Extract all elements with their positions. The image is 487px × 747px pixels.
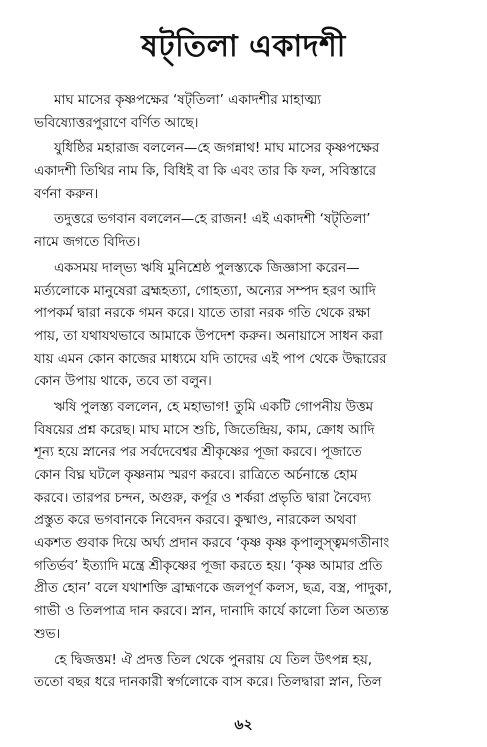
- text-line: প্রীত হোন’ বলে যথাশক্তি ব্রাহ্মণকে জলপূর্ণ কলস, ছত্র, বস্ত্র, পাদুকা,: [34, 581, 392, 597]
- paragraph-1: [34, 90, 464, 135]
- text-line: শুভ।: [34, 626, 61, 642]
- text-line: ভবিষ্যোত্তরপুরাণে বর্ণিত আছে।: [34, 115, 199, 131]
- text-line: করবে। তারপর চন্দন, অগুরু, কর্পূর ও শর্করা প্রভৃতি দ্বারা নৈবেদ্য: [34, 490, 371, 506]
- text-line: ততো বছর ধরে দানকারী স্বর্গলোকে বাস করে। তিলদ্বারা স্নান, তিল: [34, 675, 382, 691]
- paragraph-3: [34, 209, 464, 254]
- text-line: একশত গুবাক দিয়ে অর্ঘ্য প্রদান করবে ‘কৃষ্ণ কৃষ্ণ কৃপালুস্ত্বমগতীনাং: [34, 536, 390, 552]
- text-line: মর্ত্যলোকে মানুষেরা ব্রহ্মহত্যা, গোহত্যা, অন্যের সম্পদ হরণ আদি: [34, 283, 376, 299]
- text-line: পায়, তা যথাযথভাবে আমাকে উপদেশ করুন। অনায়াসে সাধন করা: [34, 328, 383, 344]
- text-line: মাঘ মাসের কৃষ্ণপক্ষের ‘ষট্‌তিলা’ একাদশীর মাহাত্ম্য: [54, 93, 322, 108]
- text-line: গতির্ভব’ ইত্যাদি মন্ত্রে শ্রীকৃষ্ণের পূজা করতে হয়। ‘কৃষ্ণ আমার প্রতি: [34, 558, 383, 574]
- text-line: শূন্য হয়ে স্নানের পর সর্বদেবেশ্বর শ্রীকৃষ্ণের পূজা করবে। পূজাতে: [34, 445, 362, 461]
- text-line: একাদশী তিথির নাম কি, বিধিই বা কি এবং তার কি ফল, সবিস্তারে: [34, 164, 376, 180]
- text-line: কোন উপায় থাকে, তবে তা বলুন।: [34, 374, 212, 390]
- text-line: তদুত্তরে ভগবান বললেন—হে রাজন! এই একাদশী ‘ষট্‌তিলা’: [54, 212, 371, 228]
- paragraph-4: [34, 258, 464, 394]
- text-line: কোন বিঘ্ন ঘটলে কৃষ্ণনাম স্মরণ করবে। রাত্রিতে অর্চনান্তে হোম: [34, 468, 358, 483]
- text-line: প্রস্তুত করে ভগবানকে নিবেদন করবে। কুষ্মাণ্ড, নারকেল অথবা: [34, 513, 357, 529]
- paragraph-6: [34, 650, 464, 695]
- text-line: যুধিষ্ঠির মহারাজ বললেন—হে জগন্নাথ! মাঘ মাসের কৃষ্ণপক্ষের: [54, 141, 380, 157]
- paragraph-2: [34, 138, 464, 206]
- paragraph-5: [34, 397, 464, 647]
- text-line: নামে জগতে বিদিত।: [34, 235, 141, 251]
- text-line: পাপকর্ম দ্বারা নরকে গমন করে। যাতে তারা নরক গতি থেকে রক্ষা: [34, 306, 371, 322]
- text-line: যায় এমন কোন কাজের মাধ্যমে যদি তাদের এই পাপ থেকে উদ্ধারের: [34, 351, 387, 367]
- text-line: ঋষি পুলস্ত্য বললেন, হে মহাভাগ! তুমি একটি গোপনীয় উত্তম: [54, 399, 374, 415]
- page-title: ষট্‌তিলা একাদশী: [141, 29, 346, 64]
- text-line: গাভী ও তিলপাত্র দান করবে। স্নান, দানাদি কার্যে কালো তিল অত্যন্ত: [34, 604, 389, 620]
- text-line: বর্ণনা করুন।: [34, 186, 99, 202]
- body-text: [34, 90, 464, 695]
- page-number: ৬২: [234, 717, 253, 733]
- text-line: হে দ্বিজত্তম! ঐ প্রদত্ত তিল থেকে পুনরায় যে তিল উৎপন্ন হয়,: [54, 652, 372, 668]
- text-line: একসময় দাল্ভ্য ঋষি মুনিশ্রেষ্ঠ পুলস্ত্যকে জিজ্ঞাসা করেন—: [54, 260, 360, 276]
- text-line: বিষয়ের প্রশ্ন করেছ। মাঘ মাসে শুচি, জিতেন্দ্রিয়, কাম, ক্রোধ আদি: [34, 422, 375, 438]
